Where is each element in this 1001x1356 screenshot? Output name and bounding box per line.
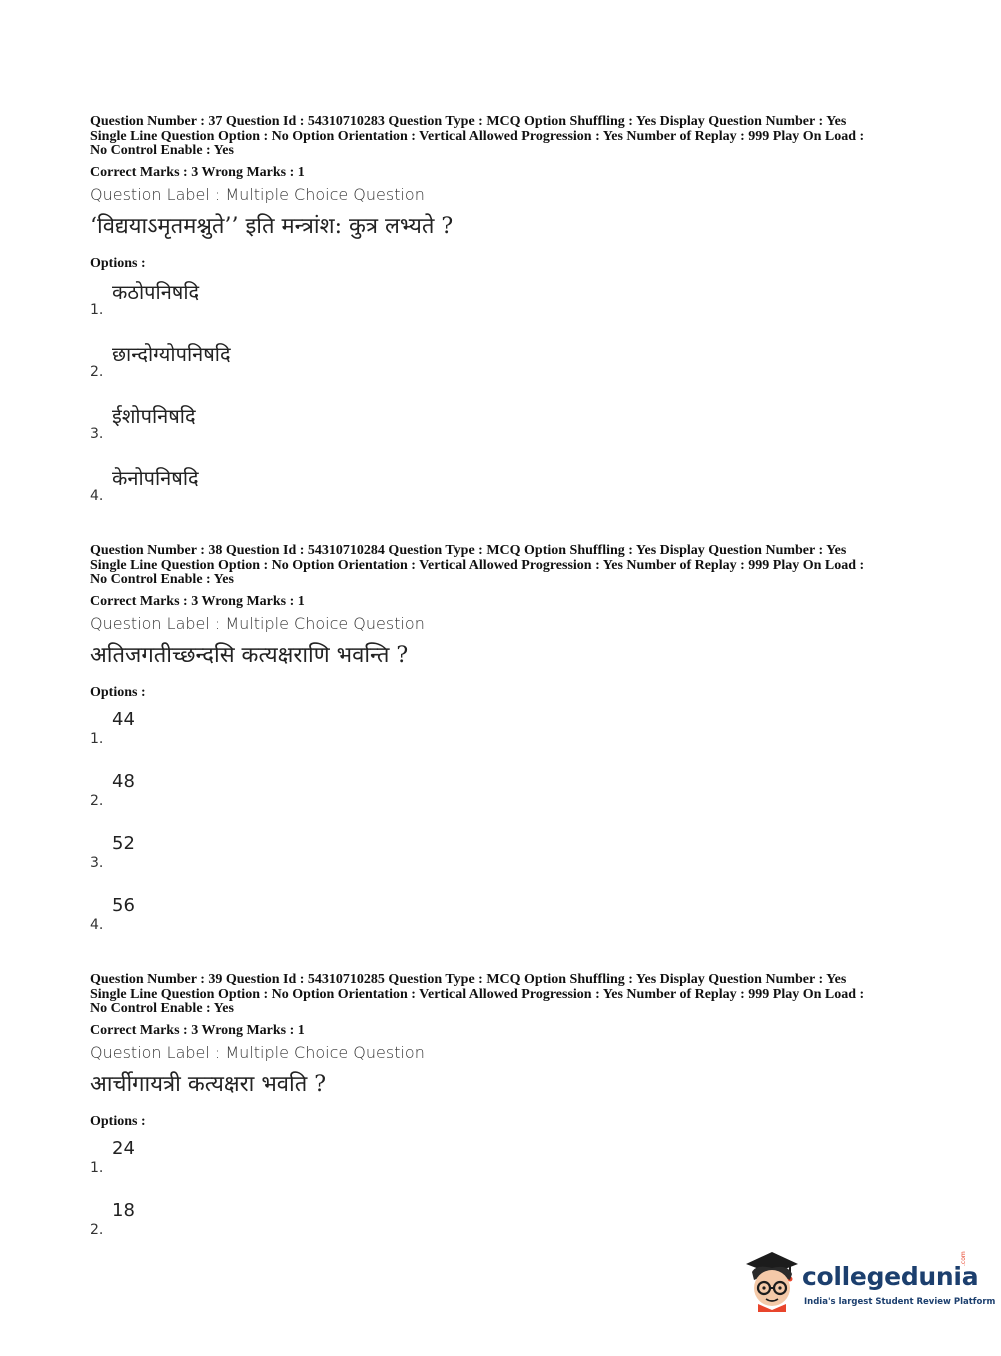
option-item[interactable]: [90, 396, 920, 458]
meta-line: Question Number : 37 Question Id : 54310710283 Question Type : MCQ Option Shuffling : Yes Display Question Number : Yes: [90, 114, 847, 129]
meta-line: No Control Enable : Yes: [90, 1001, 234, 1016]
question-label: Question Label : Multiple Choice Question: [90, 184, 425, 204]
options-heading: Options :: [90, 684, 146, 700]
meta-line: Single Line Question Option : No Option Orientation : Vertical Allowed Progression : Yes Number of Replay : 999 Play On Load :: [90, 986, 865, 1002]
options-heading: Options :: [90, 1113, 146, 1129]
option-number: 2.: [90, 1221, 104, 1238]
option-number: 3.: [90, 425, 104, 442]
option-text: कठोपनिषदि: [112, 279, 200, 304]
question-meta: [90, 115, 920, 159]
option-text: 24: [112, 1137, 135, 1159]
question-label: Question Label : Multiple Choice Question: [90, 1042, 425, 1062]
option-item[interactable]: [90, 887, 920, 949]
option-text: ईशोपनिषदि: [112, 403, 196, 428]
option-number: 1.: [90, 1159, 104, 1176]
options-list: [90, 272, 920, 520]
meta-line: Question Number : 38 Question Id : 54310710284 Question Type : MCQ Option Shuffling : Yes Display Question Number : Yes: [90, 543, 847, 558]
option-text: 44: [112, 708, 135, 730]
options-heading: Options :: [90, 255, 146, 271]
options-list: [90, 701, 920, 949]
question-block-38: [90, 544, 920, 949]
question-block-37: [90, 115, 920, 520]
option-item[interactable]: [90, 1130, 920, 1192]
question-text: ‘विद्ययाऽमृतमश्नुते’’ इति मन्त्रांश: कुत्र लभ्यते ?: [90, 213, 454, 239]
option-item[interactable]: [90, 458, 920, 520]
option-number: 4.: [90, 916, 104, 933]
question-meta: [90, 544, 920, 588]
logo-tagline: India's largest Student Review Platform: [804, 1297, 996, 1307]
mascot-icon: [742, 1250, 800, 1312]
question-meta: [90, 973, 920, 1017]
option-number: 4.: [90, 487, 104, 504]
question-marks: Correct Marks : 3 Wrong Marks : 1: [90, 1022, 305, 1038]
question-text: अतिजगतीच्छन्दसि कत्यक्षराणि भवन्ति ?: [90, 642, 409, 668]
meta-line: No Control Enable : Yes: [90, 572, 234, 587]
logo-wordmark: collegedunia: [802, 1262, 979, 1291]
collegedunia-logo[interactable]: [742, 1250, 996, 1320]
options-list: [90, 1130, 920, 1254]
option-number: 2.: [90, 363, 104, 380]
option-item[interactable]: [90, 334, 920, 396]
logo-suffix: .com: [960, 1251, 967, 1266]
question-block-39: [90, 973, 920, 1254]
option-number: 1.: [90, 301, 104, 318]
option-text: 52: [112, 832, 135, 854]
question-label: Question Label : Multiple Choice Question: [90, 613, 425, 633]
question-text: आर्चीगायत्री कत्यक्षरा भवति ?: [90, 1071, 327, 1097]
option-text: 48: [112, 770, 135, 792]
option-number: 2.: [90, 792, 104, 809]
question-marks: Correct Marks : 3 Wrong Marks : 1: [90, 164, 305, 180]
option-item[interactable]: [90, 272, 920, 334]
question-marks: Correct Marks : 3 Wrong Marks : 1: [90, 593, 305, 609]
option-item[interactable]: [90, 701, 920, 763]
option-item[interactable]: [90, 825, 920, 887]
meta-line: Single Line Question Option : No Option Orientation : Vertical Allowed Progression : Yes Number of Replay : 999 Play On Load :: [90, 128, 865, 144]
option-item[interactable]: [90, 763, 920, 825]
option-text: 18: [112, 1199, 135, 1221]
option-text: केनोपनिषदि: [112, 465, 199, 490]
meta-line: No Control Enable : Yes: [90, 143, 234, 158]
meta-line: Question Number : 39 Question Id : 54310710285 Question Type : MCQ Option Shuffling : Yes Display Question Number : Yes: [90, 972, 847, 987]
option-text: 56: [112, 894, 135, 916]
option-item[interactable]: [90, 1192, 920, 1254]
meta-line: Single Line Question Option : No Option Orientation : Vertical Allowed Progression : Yes Number of Replay : 999 Play On Load :: [90, 557, 865, 573]
option-text: छान्दोग्योपनिषदि: [112, 341, 231, 366]
option-number: 1.: [90, 730, 104, 747]
option-number: 3.: [90, 854, 104, 871]
